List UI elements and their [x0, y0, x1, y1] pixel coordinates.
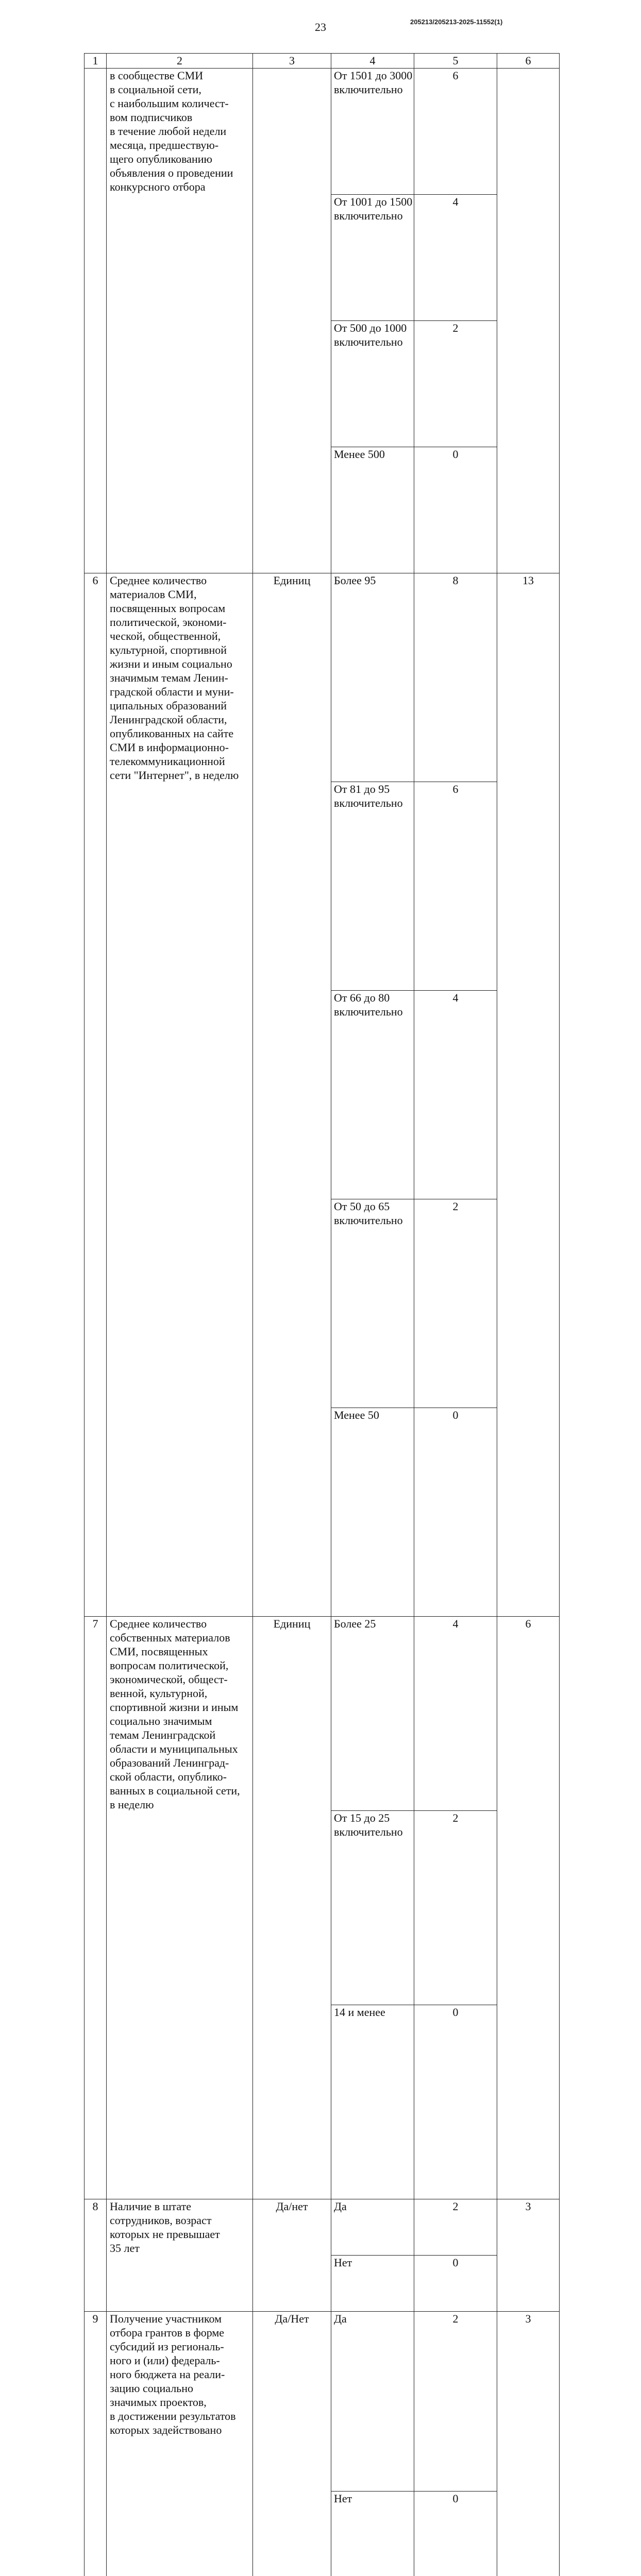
- table-row: [85, 2199, 560, 2312]
- unit: Единиц: [253, 1617, 331, 2199]
- grade-points: 2: [414, 1199, 497, 1408]
- grade-points: 2: [414, 2312, 497, 2492]
- grade-points: 4: [414, 1617, 497, 1811]
- max-points: 3: [497, 2312, 560, 2576]
- grading-cell: [331, 573, 497, 1617]
- grading-cell: [331, 69, 497, 573]
- grade-range: Да: [331, 2312, 414, 2492]
- grade-range: Да: [331, 2199, 414, 2256]
- grade-range: Менее 50: [331, 1408, 414, 1617]
- header-cell: 2: [107, 54, 253, 69]
- unit: Единиц: [253, 573, 331, 1617]
- grade-points: 4: [414, 195, 497, 321]
- grade-range: Нет: [331, 2256, 414, 2312]
- header-cell: 4: [331, 54, 414, 68]
- grading-cell: [331, 2312, 497, 2576]
- grade-range: Более 95: [331, 573, 414, 782]
- table-row: [85, 573, 560, 1617]
- grade-points: 2: [414, 2199, 497, 2256]
- grade-points: 2: [414, 321, 497, 447]
- criteria-table: [84, 53, 560, 2576]
- max-points: 3: [497, 2199, 560, 2312]
- page-number: 23: [0, 21, 641, 34]
- grade-points: 0: [414, 447, 497, 573]
- table-row: [85, 1617, 560, 2199]
- header-cell: 6: [497, 54, 560, 69]
- header-row: [85, 54, 560, 69]
- criterion-description: Среднее количество материалов СМИ, посвященных вопросам политической, экономи- ческой, общественной, культурной, спортивной жизни и иным социально значимым темам Ленин- градской области и муни- ципальных образований Ленинградской области, опубликованных на сайте СМИ в информационно- телекоммуникационной сети "Интернет", в неделю: [107, 573, 253, 1617]
- unit: Да/нет: [253, 2199, 331, 2312]
- grading-cell: [331, 1617, 497, 2199]
- grade-range: От 50 до 65 включительно: [331, 1199, 414, 1408]
- grade-range: От 1001 до 1500 включительно: [331, 195, 414, 321]
- criterion-description: в сообществе СМИ в социальной сети, с наибольшим количест- вом подписчиков в течение любой недели месяца, предшествую- щего опубликованию объявления о проведении конкурсного отбора: [107, 69, 253, 573]
- grade-range: Менее 500: [331, 447, 414, 573]
- grade-points: 6: [414, 782, 497, 991]
- criterion-description: Среднее количество собственных материалов СМИ, посвященных вопросам политической, экономической, общест- венной, культурной, спортивной жизни и иным социально значимым темам Ленинградской области и муниципальных образований Ленинград- ской области, опублико- ванных в социальной сети, в неделю: [107, 1617, 253, 2199]
- grading-cell: [331, 2199, 497, 2312]
- grade-points: 2: [414, 1811, 497, 2005]
- unit: [253, 69, 331, 573]
- grade-points: 0: [414, 2005, 497, 2199]
- grade-points: 0: [414, 1408, 497, 1617]
- header-cell: 5: [414, 54, 497, 68]
- row-number: [85, 69, 107, 573]
- grade-range: От 81 до 95 включительно: [331, 782, 414, 991]
- row-number: 6: [85, 573, 107, 1617]
- document-code: 205213/205213-2025-11552(1): [410, 18, 502, 26]
- row-number: 7: [85, 1617, 107, 2199]
- grade-range: 14 и менее: [331, 2005, 414, 2199]
- grade-points: 4: [414, 991, 497, 1199]
- table-row: [85, 2312, 560, 2576]
- criterion-description: Наличие в штате сотрудников, возраст которых не превышает 35 лет: [107, 2199, 253, 2312]
- grade-range: От 15 до 25 включительно: [331, 1811, 414, 2005]
- grade-points: 0: [414, 2256, 497, 2312]
- grade-range: Нет: [331, 2492, 414, 2576]
- max-points: [497, 69, 560, 573]
- header-cell: 3: [253, 54, 331, 69]
- table-row: [85, 69, 560, 573]
- unit: Да/Нет: [253, 2312, 331, 2576]
- criterion-description: Получение участником отбора грантов в форме субсидий из региональ- ного и (или) федераль- ного бюджета на реали- зацию социально значимых проектов, в достижении результатов которых задействовано: [107, 2312, 253, 2576]
- grade-range: От 66 до 80 включительно: [331, 991, 414, 1199]
- max-points: 13: [497, 573, 560, 1617]
- grade-points: 6: [414, 69, 497, 195]
- row-number: 8: [85, 2199, 107, 2312]
- grade-range: Более 25: [331, 1617, 414, 1811]
- grade-points: 8: [414, 573, 497, 782]
- grade-points: 0: [414, 2492, 497, 2576]
- header-cell: 1: [85, 54, 107, 69]
- header-cell-split: [331, 54, 497, 69]
- max-points: 6: [497, 1617, 560, 2199]
- row-number: 9: [85, 2312, 107, 2576]
- grade-range: От 1501 до 3000 включительно: [331, 69, 414, 195]
- grade-range: От 500 до 1000 включительно: [331, 321, 414, 447]
